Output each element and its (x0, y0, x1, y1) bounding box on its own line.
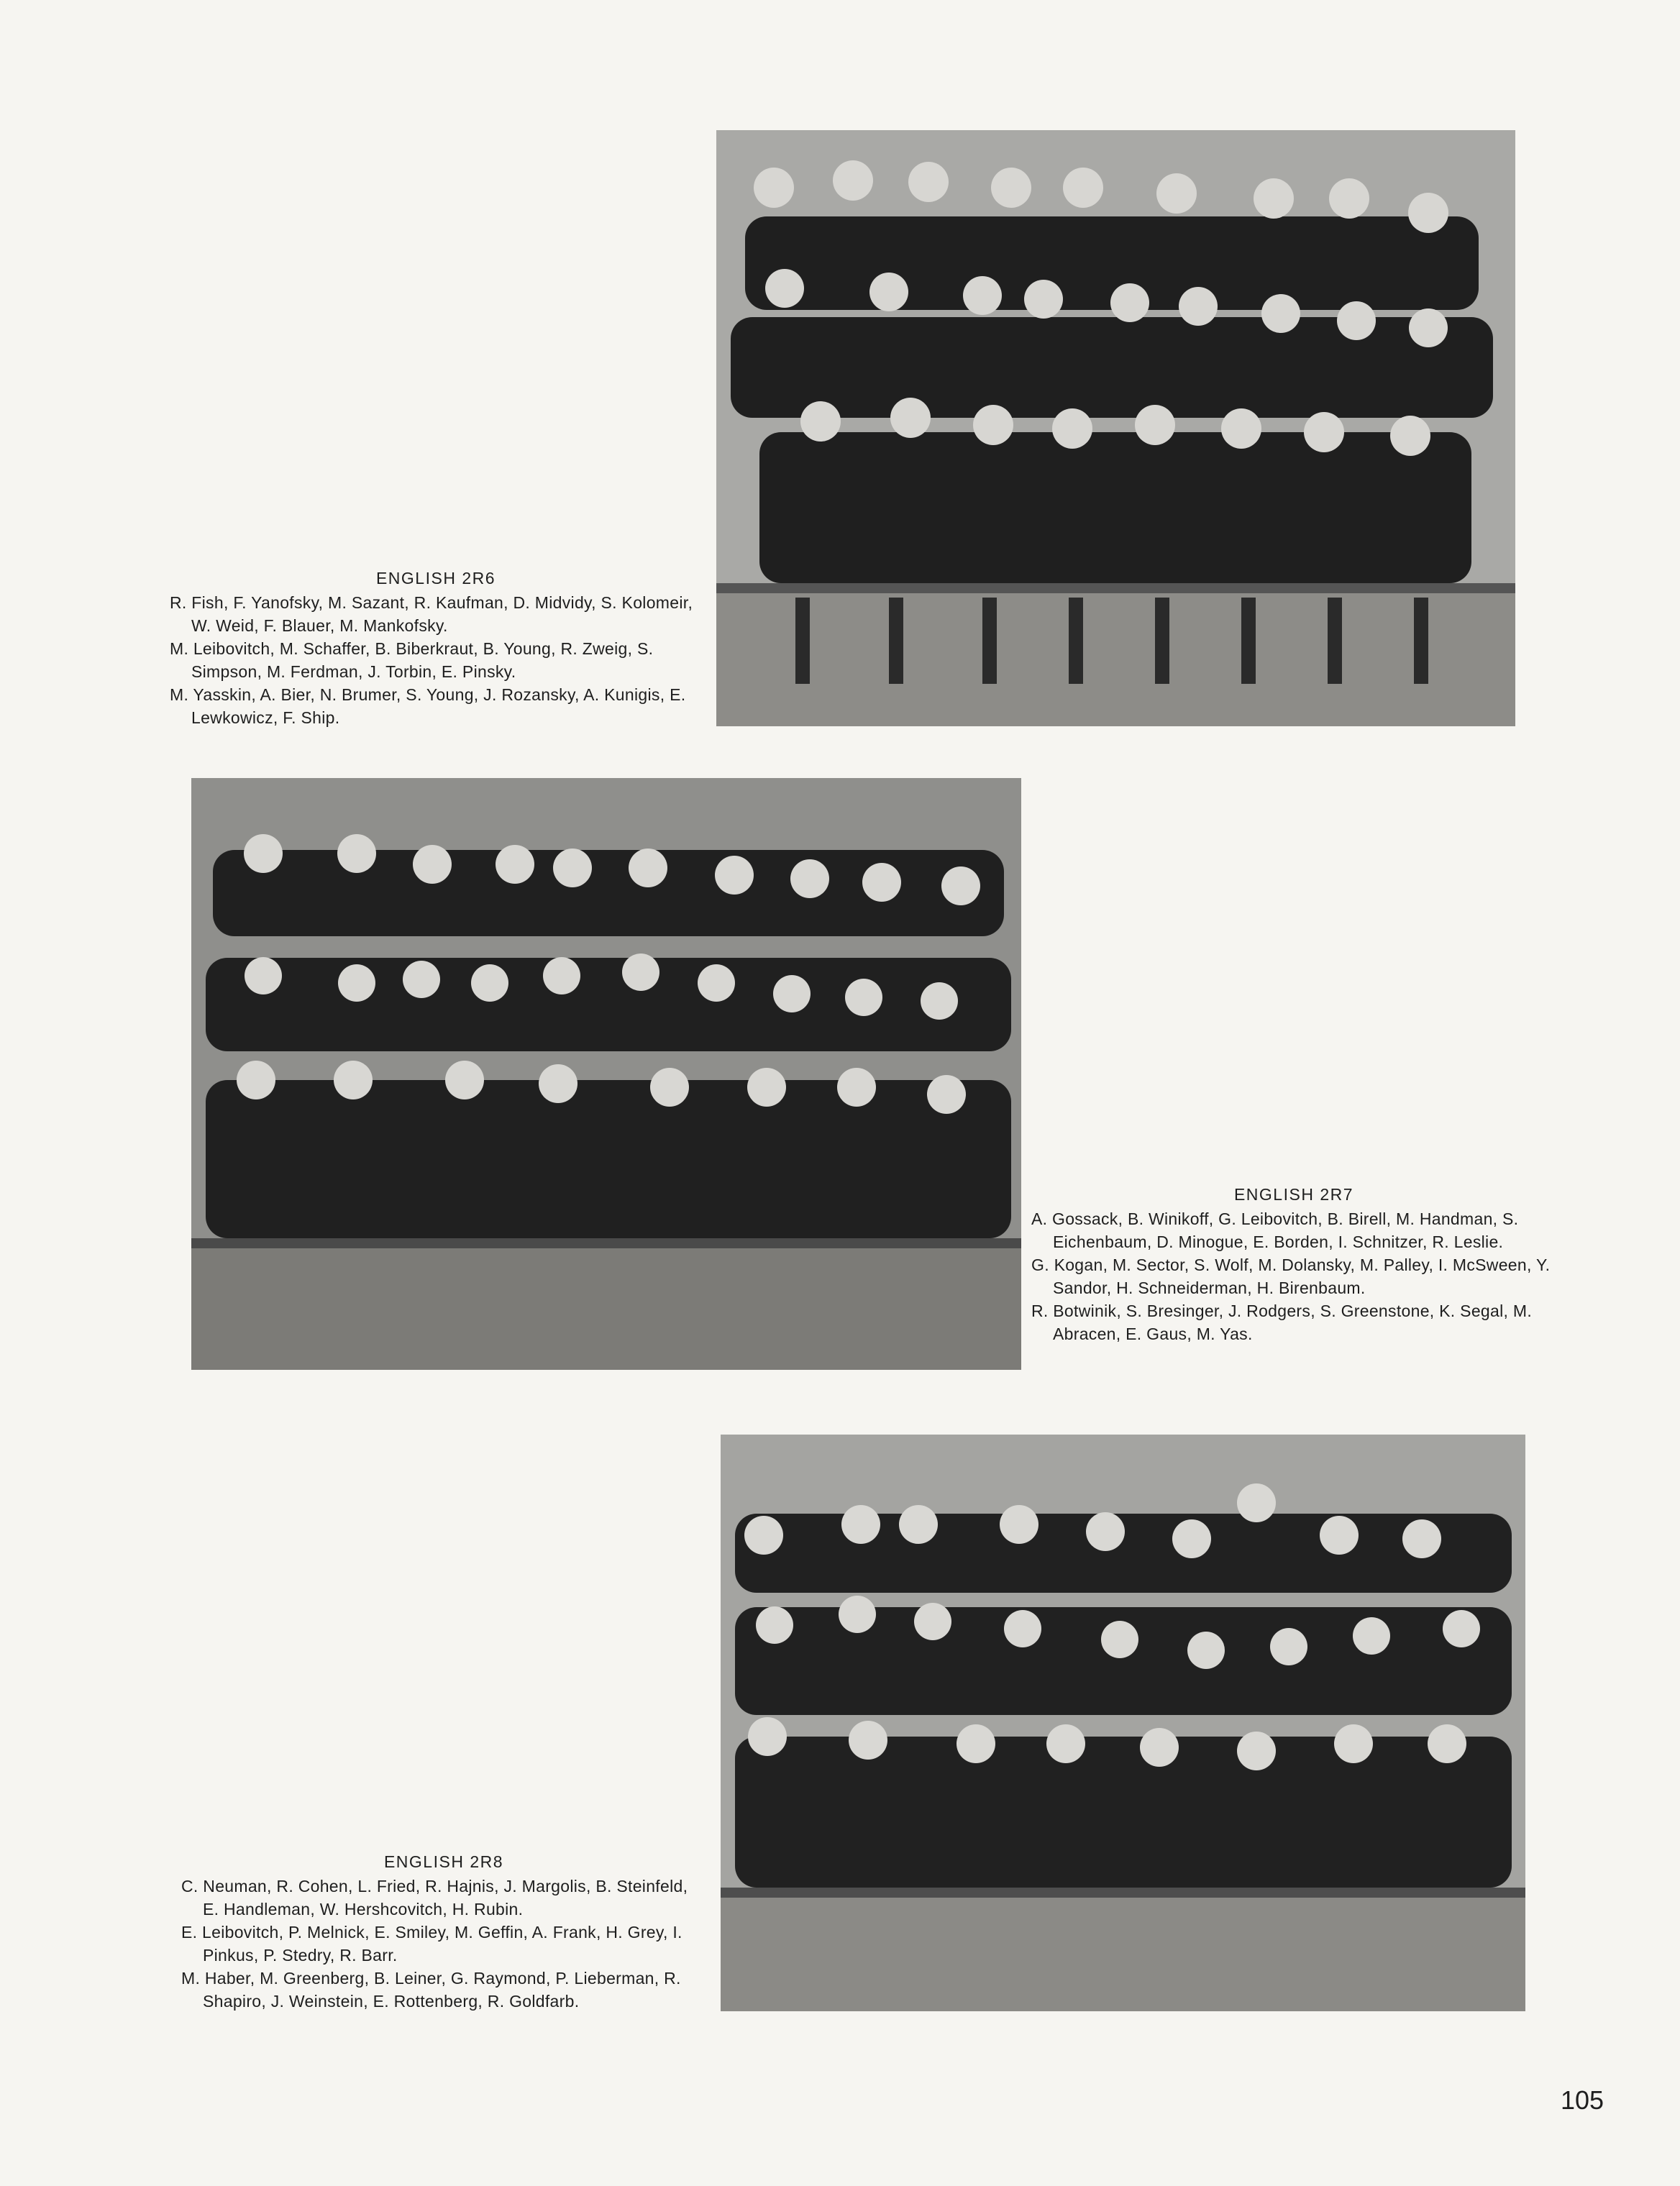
caption-2r7 (1031, 1183, 1556, 1345)
class-photo-2r8 (721, 1435, 1525, 2011)
class-title: ENGLISH 2R8 (383, 1852, 504, 1871)
class-photo-2r6 (716, 130, 1515, 726)
name-row: M. Leibovitch, M. Schaffer, B. Biberkraut, B. Young, R. Zweig, S. Simpson, M. Ferdman, J. Torbin, E. Pinsky. (170, 639, 654, 681)
name-row: R. Fish, F. Yanofsky, M. Sazant, R. Kaufman, D. Midvidy, S. Kolomeir, W. Weid, F. Blauer, M. Mankofsky. (170, 593, 693, 635)
group-photo-image (721, 1435, 1525, 2011)
page-number: 105 (1561, 2085, 1604, 2115)
group-photo-image (716, 130, 1515, 726)
name-row: R. Botwinik, S. Bresinger, J. Rodgers, S. Greenstone, K. Segal, M. Abracen, E. Gaus, M. Yas. (1031, 1302, 1533, 1343)
class-title: ENGLISH 2R7 (1233, 1185, 1354, 1204)
name-row: M. Haber, M. Greenberg, B. Leiner, G. Raymond, P. Lieberman, R. Shapiro, J. Weinstein, E. Rottenberg, R. Goldfarb. (181, 1969, 681, 2011)
group-photo-image (191, 778, 1021, 1370)
name-row: G. Kogan, M. Sector, S. Wolf, M. Dolansky, M. Palley, I. McSween, Y. Sandor, H. Schneiderman, H. Birenbaum. (1031, 1256, 1551, 1297)
caption-2r8 (181, 1850, 706, 2013)
name-row: C. Neuman, R. Cohen, L. Fried, R. Hajnis, J. Margolis, B. Steinfeld, E. Handleman, W. Hershcovitch, H. Rubin. (181, 1877, 688, 1919)
caption-2r6 (170, 567, 702, 729)
name-row: E. Leibovitch, P. Melnick, E. Smiley, M. Geffin, A. Frank, H. Grey, I. Pinkus, P. Stedry, R. Barr. (181, 1923, 682, 1965)
name-row: M. Yasskin, A. Bier, N. Brumer, S. Young, J. Rozansky, A. Kunigis, E. Lewkowicz, F. Ship. (170, 685, 686, 727)
name-row: A. Gossack, B. Winikoff, G. Leibovitch, B. Birell, M. Handman, S. Eichenbaum, D. Minogue, E. Borden, I. Schnitzer, R. Leslie. (1031, 1209, 1519, 1251)
class-title: ENGLISH 2R6 (375, 569, 496, 587)
class-photo-2r7 (191, 778, 1021, 1370)
